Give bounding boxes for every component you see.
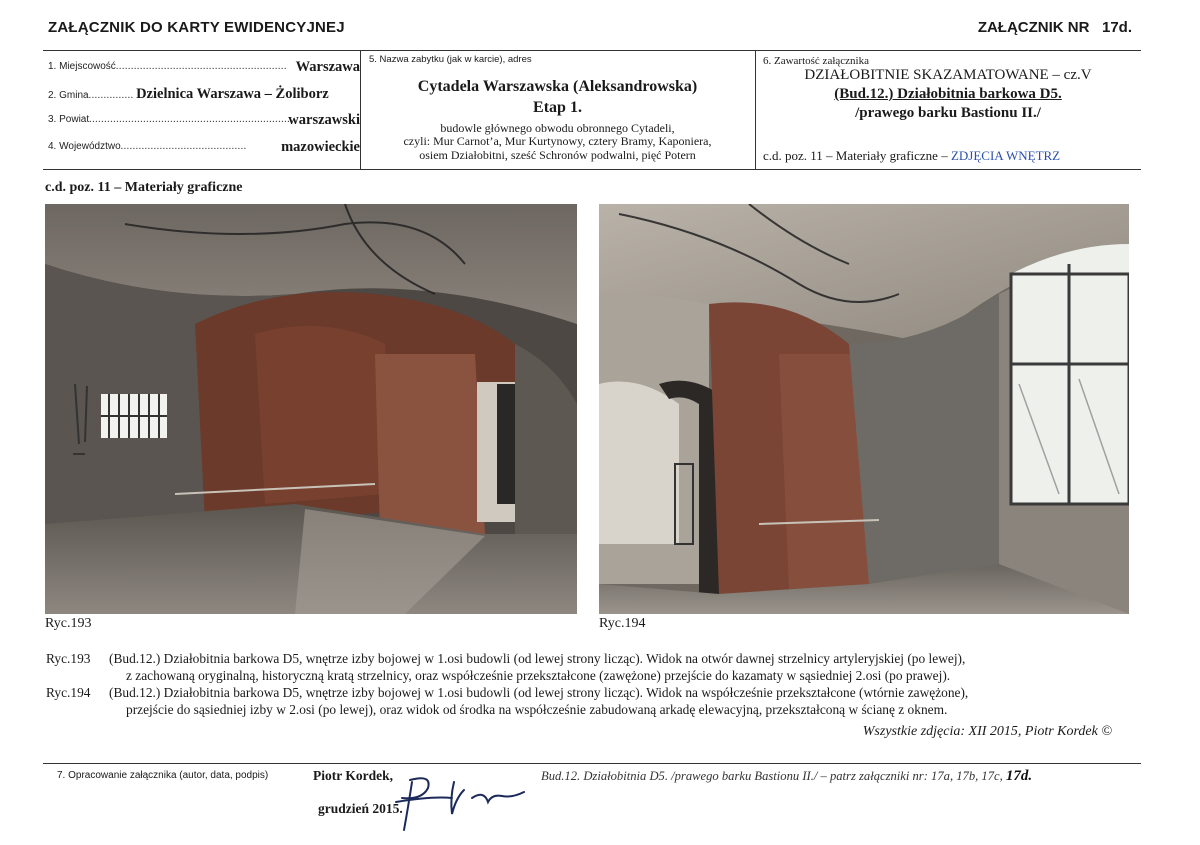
monument-label: 5. Nazwa zabytku (jak w karcie), adres [369,54,532,65]
monument-desc-line: czyli: Mur Carnot’a, Mur Kurtynowy, cztery Bramy, Kaponiera, [403,134,712,149]
footer-author: Piotr Kordek, [313,768,393,783]
footer-label: 7. Opracowanie załącznika (autor, data, podpis) [57,770,269,781]
attachment-number-value: 17d. [1101,19,1132,36]
gmina-label: 2. Gmina [48,90,89,101]
monument-stage: Etap 1. [533,99,582,116]
info-grid [43,50,1141,170]
description-number: Ryc.193 [46,651,91,666]
monument-desc-line: budowle głównego obwodu obronnego Cytadeli, [440,121,675,135]
monument-description [360,122,755,162]
photo-ryc-193 [45,204,577,614]
powiat-value: warszawski [288,112,360,128]
contents-line-3: /prawego barku Bastionu II./ [855,105,1041,121]
signature-image [392,768,532,838]
attachment-number-header [978,19,1132,36]
photo-2-caption: Ryc.194 [599,616,646,631]
photo-1-illustration [45,204,577,614]
contents-ref-highlight: ZDJĘCIA WNĘTRZ [950,148,1061,163]
contents-line-2: (Bud.12.) Działobitnia barkowa D5. [834,86,1062,102]
contents-reference [763,148,1060,164]
miejscowosc-label: 1. Miejscowość [48,61,116,72]
row-miejscowosc: 1. Miejscowość......................................................... Warszawa [48,56,360,78]
photo-credits: Wszystkie zdjęcia: XII 2015, Piotr Kordek © [862,724,1112,739]
description-line-1: (Bud.12.) Działobitnia barkowa D5, wnętrze izby bojowej w 1.osi budowli (od lewej strony licząc). Widok na otwór dawnej strzelnicy artyleryjskiej (po lewej), [109,651,966,666]
gmina-value: Dzielnica Warszawa – Żoliborz [136,86,329,102]
description-line-1: (Bud.12.) Działobitnia barkowa D5, wnętrze izby bojowej w 1.osi budowli (od lewej strony licząc). Widok na współcześnie przekształcone (wtórnie zawężone), [109,685,969,700]
row-gmina: 2. Gmina............... Dzielnica Warszawa – Żoliborz [48,86,329,102]
row-powiat: 3. Powiat................................................................... warszawski [48,109,360,131]
row-wojewodztwo: 4. Województwo.......................................... mazowieckie [48,136,360,158]
wojewodztwo-value: mazowieckie [281,139,360,155]
contents-label: 6. Zawartość załącznika [763,55,869,67]
wojewodztwo-label: 4. Województwo [48,141,121,152]
footer-reference [541,768,1032,785]
footer-ref-current: 17d. [1005,768,1033,784]
attachment-header-title: ZAŁĄCZNIK DO KARTY EWIDENCYJNEJ [48,19,345,36]
description-line-2: z zachowaną oryginalną, historyczną kratą strzelnicy, oraz współcześnie przekształcone (zawężone) przejście do kazamaty w sąsiedniej 2.osi (po prawej). [126,667,951,683]
section-title: c.d. poz. 11 – Materiały graficzne [45,180,243,195]
footer-date: grudzień 2015. [318,801,403,816]
photo-ryc-194 [599,204,1129,614]
description-line-2: przejście do sąsiedniej izby w 2.osi (po lewej), oraz widok od środka na współcześnie zabudowaną arkadę elewacyjną, przekształconą w ścianę z oknem. [126,701,948,717]
footer-ref-text: Bud.12. Działobitnia D5. /prawego barku Bastionu II./ – patrz załączniki nr: 17a, 17b, 17c, [541,769,1003,783]
footer-divider [43,763,1141,764]
miejscowosc-value: Warszawa [295,59,360,75]
contents-line-1: DZIAŁOBITNIE SKAZAMATOWANE – cz.V [804,67,1092,83]
contents-ref-prefix: c.d. poz. 11 – Materiały graficzne – [763,148,948,163]
description-number: Ryc.194 [46,685,91,700]
monument-name: Cytadela Warszawska (Aleksandrowska) [417,78,698,95]
attachment-number-label: ZAŁĄCZNIK NR [977,19,1090,36]
photo-2-illustration [599,204,1129,614]
photo-1-caption: Ryc.193 [45,616,92,631]
monument-desc-line: osiem Działobitni, sześć Schronów podwalni, pięć Potern [419,147,696,162]
powiat-label: 3. Powiat [48,114,90,125]
